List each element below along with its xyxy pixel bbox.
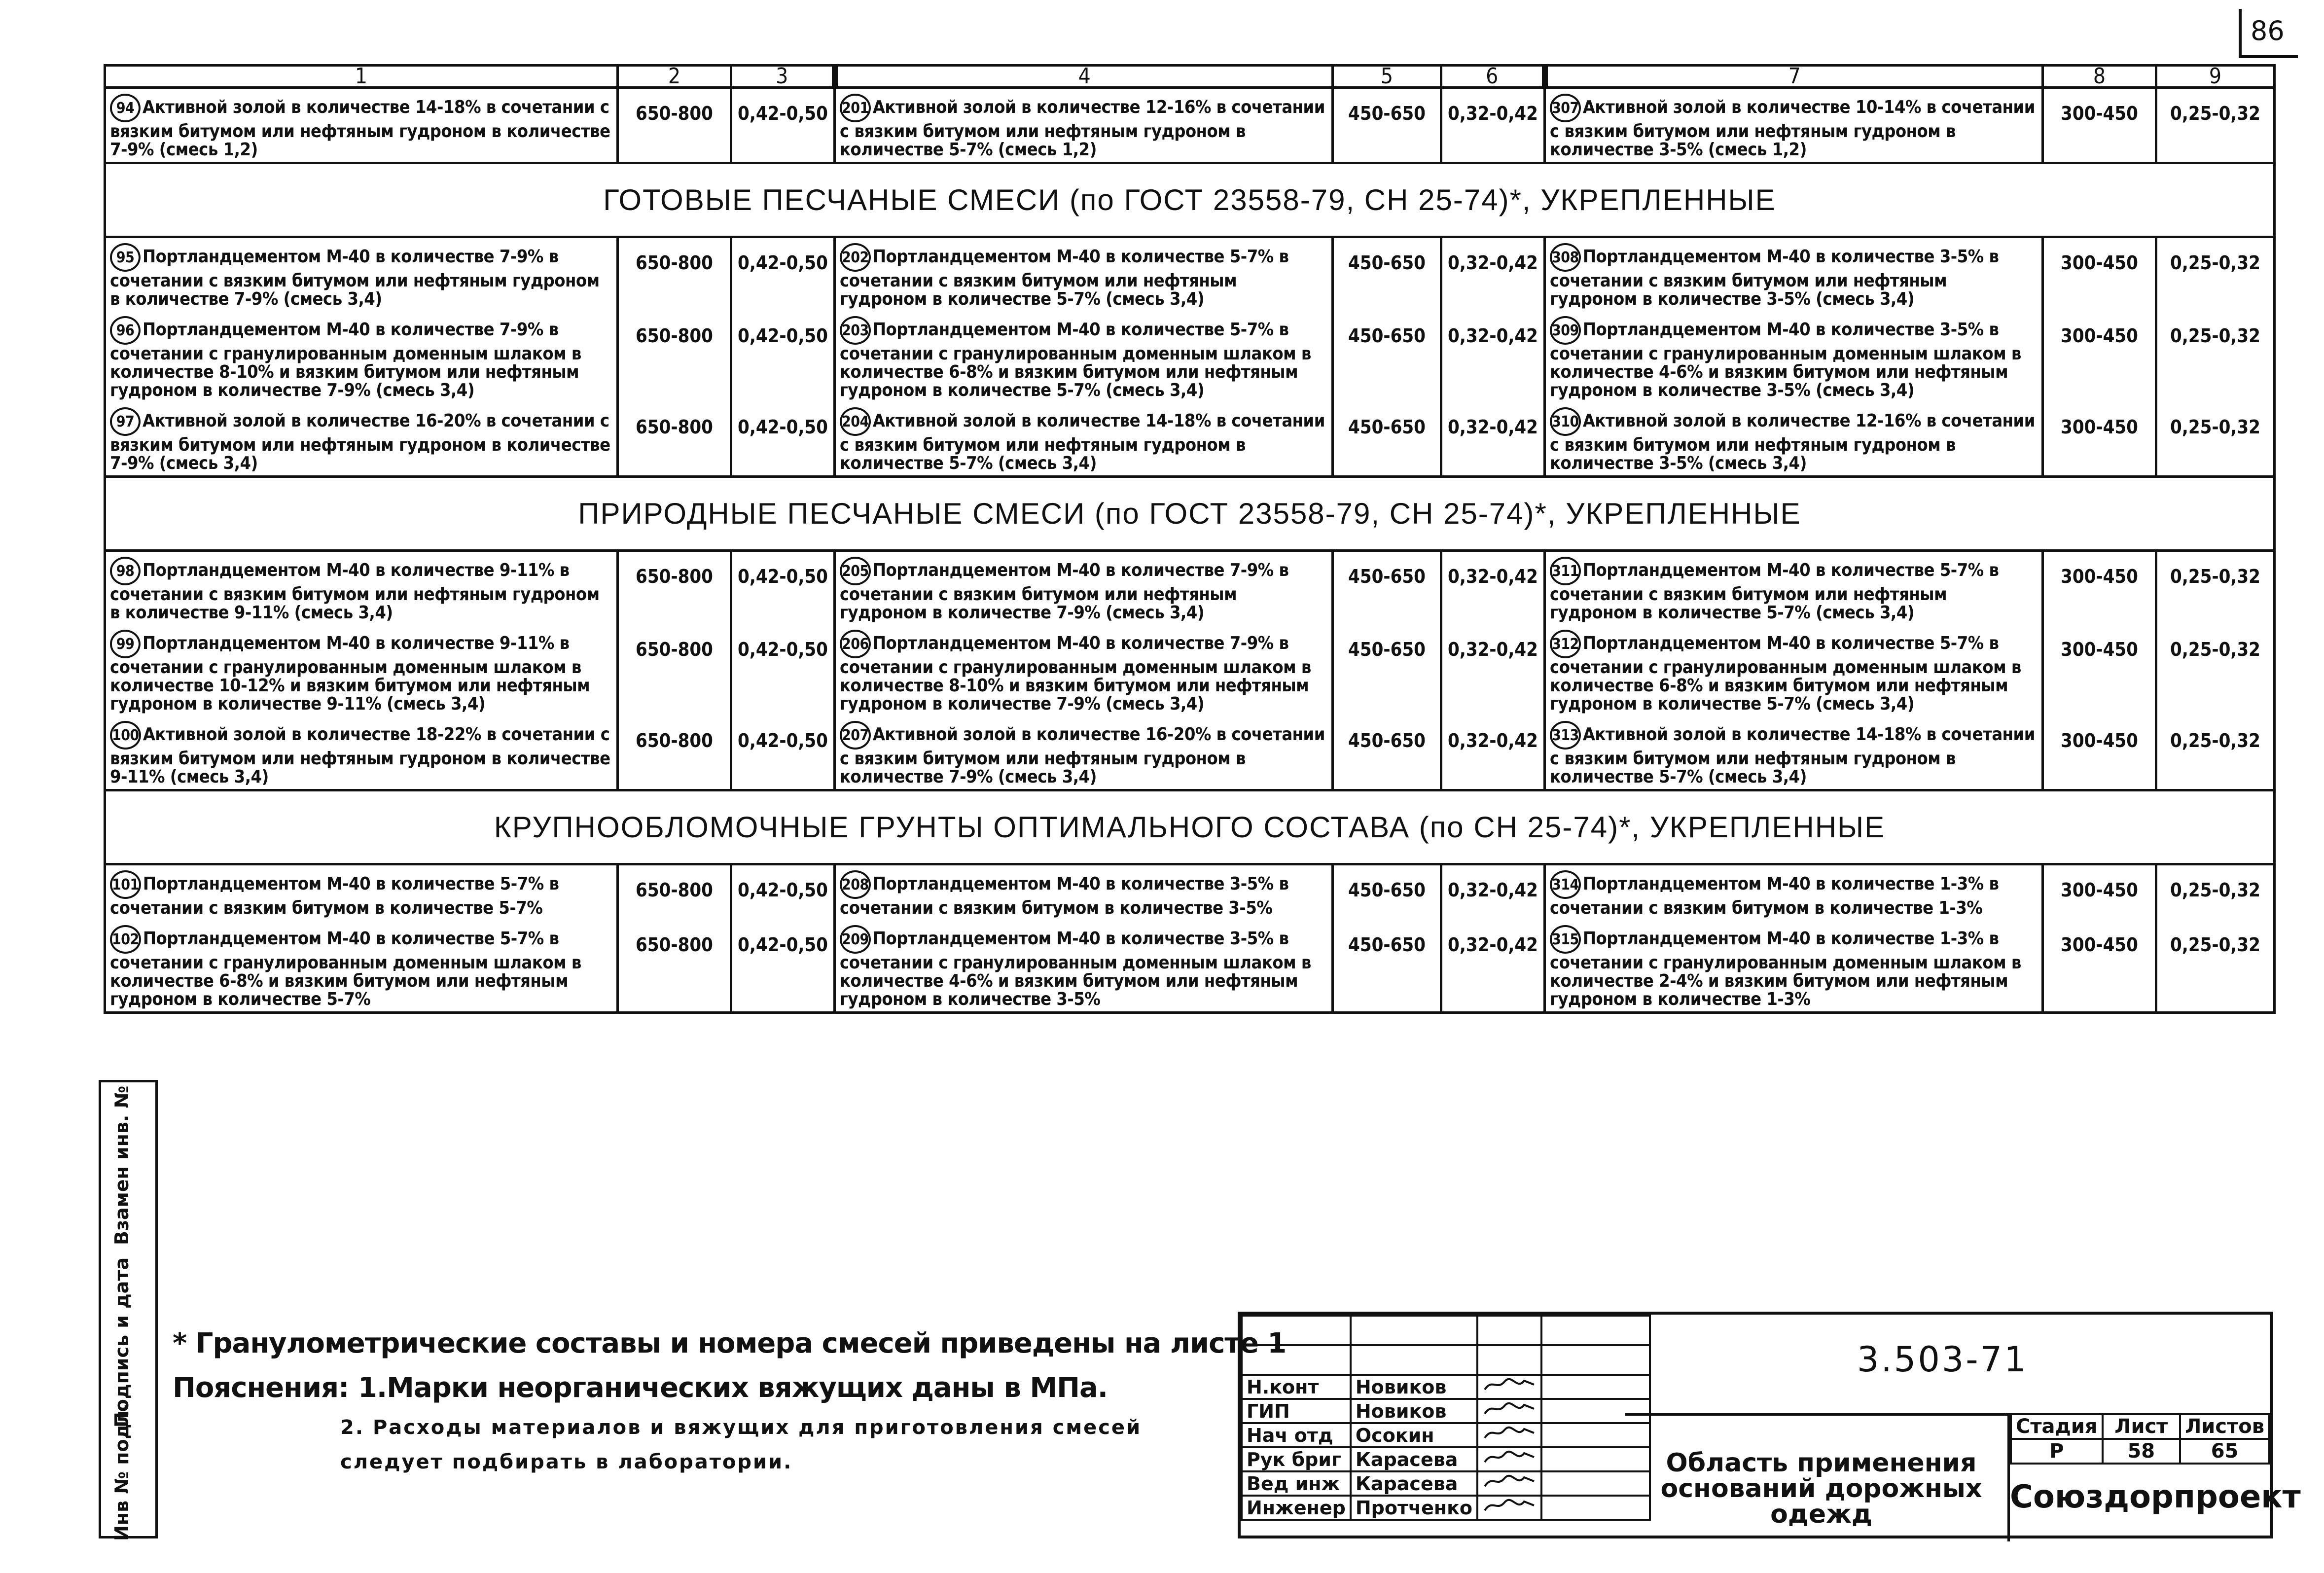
signature-scribble [1482,1497,1537,1514]
signatures-table [1241,1315,1651,1521]
modulus-value: 650-800 [618,625,731,716]
signature-row [1242,1496,1650,1520]
role-cell: ГИП [1242,1399,1351,1423]
mixture-number: 312 [1550,630,1581,658]
coefficient-value: 0,32-0,42 [1441,88,1545,163]
modulus-value: 450-650 [1333,920,1441,1013]
coefficient-value: 0,25-0,32 [2156,311,2275,402]
header-cell: 6 [1441,66,1545,88]
footnote-2: Пояснения: 1.Марки неорганических вяжущих даны в МПа. [173,1372,1108,1404]
mixture-description [105,237,618,312]
signature-row [1242,1447,1650,1471]
document-title: Область применения оснований дорожных одежд [1625,1413,2010,1541]
modulus-value: 650-800 [618,551,731,625]
coefficient-value: 0,32-0,42 [1441,311,1545,402]
mixture-description [1545,88,2043,163]
title-block [1238,1312,2301,1538]
header-cell: 5 [1333,66,1441,88]
header-cell: 8 [2043,66,2156,88]
modulus-value: 650-800 [618,864,731,921]
modulus-value: 650-800 [618,920,731,1013]
mixture-number: 311 [1550,557,1581,585]
mixture-description [835,716,1333,790]
mixture-description [835,88,1333,163]
coefficient-value: 0,25-0,32 [2156,88,2275,163]
mixture-number: 204 [840,407,871,436]
mixture-description [1545,920,2043,1013]
coefficient-value: 0,42-0,50 [731,625,835,716]
modulus-value: 650-800 [618,237,731,312]
mixture-text: Портландцементом М-40 в количестве 7-9% в сочетании с вязким битумом или нефтяным гудроном в количестве 7-9% (смесь 3,4) [840,560,1289,623]
mixture-description [1545,237,2043,312]
modulus-value: 300-450 [2043,864,2156,921]
table-row [105,864,2275,921]
header-cell: 1 [105,66,618,88]
mixture-text: Активной золой в количестве 14-18% в сочетании с вязким битумом или нефтяным гудроном в количестве 5-7% (смесь 3,4) [840,411,1325,473]
sheets-label: Листов [2180,1414,2269,1439]
modulus-value: 300-450 [2043,920,2156,1013]
mixture-description [835,864,1333,921]
coefficient-value: 0,42-0,50 [731,88,835,163]
signature-scribble [1482,1400,1537,1418]
coefficient-value: 0,32-0,42 [1441,920,1545,1013]
name-cell: Карасева [1351,1447,1477,1471]
signature-scribble [1482,1472,1537,1490]
section-header-row [105,477,2275,551]
header-cell: 7 [1545,66,2043,88]
mixture-description [835,237,1333,312]
coefficient-value: 0,25-0,32 [2156,864,2275,921]
mixture-description [835,551,1333,625]
mixture-description [105,88,618,163]
mixture-description [1545,402,2043,477]
mixture-description [1545,864,2043,921]
mixture-text: Портландцементом М-40 в количестве 7-9% в сочетании с вязким битумом или нефтяным гудроном в количестве 7-9% (смесь 3,4) [110,247,600,309]
coefficient-value: 0,25-0,32 [2156,402,2275,477]
mixture-description [1545,551,2043,625]
mixture-text: Портландцементом М-40 в количестве 5-7% в сочетании с вязким битумом или нефтяным гудроном в количестве 5-7% (смесь 3,4) [1550,560,1999,623]
modulus-value: 300-450 [2043,716,2156,790]
mixture-text: Портландцементом М-40 в количестве 3-5% в сочетании с гранулированным доменным шлаком в количестве 4-6% и вязким битумом или нефтяным гудроном в количестве 3-5% (смесь 3,4) [1550,320,2021,400]
mixture-number: 97 [110,407,141,436]
mixture-text: Портландцементом М-40 в количестве 9-11% в сочетании с вязким битумом или нефтяным гудроном в количестве 9-11% (смесь 3,4) [110,560,600,623]
name-cell: Осокин [1351,1423,1477,1447]
mixture-description [105,716,618,790]
modulus-value: 450-650 [1333,237,1441,312]
mixture-number: 96 [110,316,141,345]
signature-row [1242,1423,1650,1447]
mixture-description [835,920,1333,1013]
footnote-1: * Гранулометрические составы и номера смесей приведены на листе 1 [173,1327,1287,1359]
coefficient-value: 0,32-0,42 [1441,864,1545,921]
side-label-inv: Инв № подл. [111,1403,133,1541]
header-cell: 3 [731,66,835,88]
modulus-value: 450-650 [1333,402,1441,477]
coefficient-value: 0,42-0,50 [731,551,835,625]
mixture-text: Портландцементом М-40 в количестве 5-7% в сочетании с вязким битумом в количестве 5-7% [110,874,559,918]
signature-cell [1477,1447,1541,1471]
coefficient-value: 0,32-0,42 [1441,237,1545,312]
mixture-description [835,311,1333,402]
mixture-text: Портландцементом М-40 в количестве 3-5% в сочетании с вязким битумом в количестве 3-5% [840,874,1289,918]
mixture-number: 101 [110,870,141,899]
mixture-number: 203 [840,316,871,345]
signature-row [1242,1375,1650,1399]
mixture-text: Портландцементом М-40 в количестве 5-7% в сочетании с вязким битумом или нефтяным гудроном в количестве 5-7% (смесь 3,4) [840,247,1289,309]
sheet-label: Лист [2103,1414,2181,1439]
table-header-row [105,66,2275,88]
mixture-number: 308 [1550,243,1581,272]
table-row [105,551,2275,625]
coefficient-value: 0,25-0,32 [2156,237,2275,312]
mixture-number: 208 [840,870,871,899]
table-row [105,920,2275,1013]
mixture-number: 94 [110,94,141,122]
coefficient-value: 0,42-0,50 [731,237,835,312]
modulus-value: 300-450 [2043,625,2156,716]
mixture-text: Портландцементом М-40 в количестве 3-5% в сочетании с гранулированным доменным шлаком в количестве 4-6% и вязким битумом или нефтяным гудроном в количестве 3-5% [840,929,1311,1009]
coefficient-value: 0,32-0,42 [1441,551,1545,625]
mixture-number: 98 [110,557,141,585]
table-row [105,311,2275,402]
section-header-row [105,163,2275,237]
modulus-value: 450-650 [1333,864,1441,921]
section-header-row [105,790,2275,864]
mixture-description [1545,625,2043,716]
signature-row [1242,1471,1650,1496]
side-label-sign: Подпись и дата [111,1257,133,1428]
signature-cell [1477,1471,1541,1496]
mixture-number: 102 [110,925,141,954]
modulus-value: 300-450 [2043,311,2156,402]
mixture-number: 209 [840,925,871,954]
mixture-number: 310 [1550,407,1581,436]
stage-value: Р [2011,1439,2103,1464]
coefficient-value: 0,42-0,50 [731,311,835,402]
mixture-number: 206 [840,630,871,658]
mixture-number: 313 [1550,721,1581,750]
table-row [105,716,2275,790]
mixture-text: Портландцементом М-40 в количестве 7-9% в сочетании с гранулированным доменным шлаком в количестве 8-10% и вязким битумом или нефтяным гудроном в количестве 7-9% (смесь 3,4) [110,320,581,400]
name-cell: Новиков [1351,1399,1477,1423]
modulus-value: 650-800 [618,311,731,402]
mixture-description [105,311,618,402]
header-cell: 4 [835,66,1333,88]
mixture-text: Портландцементом М-40 в количестве 1-3% в сочетании с гранулированным доменным шлаком в количестве 2-4% и вязким битумом или нефтяным гудроном в количестве 1-3% [1550,929,2021,1009]
side-label-replace: Взамен инв. № [111,1085,133,1245]
signature-scribble [1482,1448,1537,1466]
signature-cell [1477,1375,1541,1399]
modulus-value: 450-650 [1333,88,1441,163]
modulus-value: 650-800 [618,716,731,790]
mixture-description [1545,311,2043,402]
signature-scribble [1482,1376,1537,1394]
mixture-text: Портландцементом М-40 в количестве 5-7% в сочетании с гранулированным доменным шлаком в количестве 6-8% и вязким битумом или нефтяным гудроном в количестве 5-7% (смесь 3,4) [1550,633,2021,714]
modulus-value: 300-450 [2043,402,2156,477]
mixture-text: Активной золой в количестве 10-14% в сочетании с вязким битумом или нефтяным гудроном в количестве 3-5% (смесь 1,2) [1550,97,2035,160]
coefficient-value: 0,32-0,42 [1441,625,1545,716]
role-cell: Н.конт [1242,1375,1351,1399]
coefficient-value: 0,25-0,32 [2156,716,2275,790]
mixture-text: Портландцементом М-40 в количестве 5-7% в сочетании с гранулированным доменным шлаком в количестве 6-8% и вязким битумом или нефтяным гудроном в количестве 5-7% [110,929,581,1009]
mixture-text: Активной золой в количестве 12-16% в сочетании с вязким битумом или нефтяным гудроном в количестве 3-5% (смесь 3,4) [1550,411,2035,473]
mixture-number: 315 [1550,925,1581,954]
role-cell: Нач отд [1242,1423,1351,1447]
mixture-text: Активной золой в количестве 18-22% в сочетании с вязким битумом или нефтяным гудроном в количестве 9-11% (смесь 3,4) [110,724,610,787]
footnotes-small [340,1410,1142,1479]
coefficient-value: 0,42-0,50 [731,864,835,921]
mixture-text: Портландцементом М-40 в количестве 3-5% в сочетании с вязким битумом или нефтяным гудроном в количестве 3-5% (смесь 3,4) [1550,247,1999,309]
section-title: КРУПНООБЛОМОЧНЫЕ ГРУНТЫ ОПТИМАЛЬНОГО СОСТАВА (по СН 25-74)*, УКРЕПЛЕННЫЕ [105,790,2275,864]
side-stamp [99,1080,158,1541]
sheet-info [2010,1413,2270,1465]
coefficient-value: 0,42-0,50 [731,716,835,790]
modulus-value: 300-450 [2043,237,2156,312]
mixture-text: Активной золой в количестве 14-18% в сочетании с вязким битумом или нефтяным гудроном в количестве 5-7% (смесь 3,4) [1550,724,2035,787]
page-number: 86 [2239,9,2298,58]
role-cell: Рук бриг [1242,1447,1351,1471]
mixture-number: 314 [1550,870,1581,899]
mixture-description [1545,716,2043,790]
date-cell [1541,1375,1650,1399]
role-cell: Вед инж [1242,1471,1351,1496]
materials-table [104,64,2276,1014]
signature-cell [1477,1423,1541,1447]
mixture-description [105,402,618,477]
coefficient-value: 0,25-0,32 [2156,551,2275,625]
mixture-number: 100 [110,721,141,750]
coefficient-value: 0,32-0,42 [1441,716,1545,790]
table-body [105,88,2275,1013]
mixture-text: Портландцементом М-40 в количестве 1-3% в сочетании с вязким битумом в количестве 1-3% [1550,874,1999,918]
signature-cell [1477,1399,1541,1423]
mixture-number: 95 [110,243,141,272]
header-cell: 2 [618,66,731,88]
role-cell: Инженер [1242,1496,1351,1520]
footnote-4: следует подбирать в лаборатории. [340,1451,793,1473]
modulus-value: 650-800 [618,88,731,163]
mixture-number: 99 [110,630,141,658]
section-title: ПРИРОДНЫЕ ПЕСЧАНЫЕ СМЕСИ (по ГОСТ 23558-79, СН 25-74)*, УКРЕПЛЕННЫЕ [105,477,2275,551]
mixture-description [835,625,1333,716]
modulus-value: 300-450 [2043,551,2156,625]
mixture-number: 201 [840,94,871,122]
mixture-description [105,864,618,921]
coefficient-value: 0,42-0,50 [731,402,835,477]
modulus-value: 450-650 [1333,311,1441,402]
modulus-value: 450-650 [1333,551,1441,625]
mixture-number: 309 [1550,316,1581,345]
modulus-value: 450-650 [1333,716,1441,790]
name-cell: Протченко [1351,1496,1477,1520]
mixture-text: Активной золой в количестве 16-20% в сочетании с вязким битумом или нефтяным гудроном в количестве 7-9% (смесь 3,4) [840,724,1325,787]
mixture-description [835,402,1333,477]
document-code: 3.503-71 [1857,1339,2028,1380]
mixture-text: Активной золой в количестве 14-18% в сочетании с вязким битумом или нефтяным гудроном в количестве 7-9% (смесь 1,2) [110,97,610,160]
mixture-text: Портландцементом М-40 в количестве 9-11% в сочетании с гранулированным доменным шлаком в количестве 10-12% и вязким битумом или нефтяным гудроном в количестве 9-11% (смесь 3,4) [110,633,590,714]
section-title: ГОТОВЫЕ ПЕСЧАНЫЕ СМЕСИ (по ГОСТ 23558-79, СН 25-74)*, УКРЕПЛЕННЫЕ [105,163,2275,237]
coefficient-value: 0,32-0,42 [1441,402,1545,477]
coefficient-value: 0,25-0,32 [2156,920,2275,1013]
table-row [105,402,2275,477]
sheet-value: 58 [2103,1439,2181,1464]
sheets-value: 65 [2180,1439,2269,1464]
mixture-number: 207 [840,721,871,750]
table-row [105,625,2275,716]
organization-name: Союздорпроект [2010,1479,2301,1515]
modulus-value: 300-450 [2043,88,2156,163]
header-cell: 9 [2156,66,2275,88]
mixture-number: 205 [840,557,871,585]
signature-cell [1477,1496,1541,1520]
footnote-3: 2. Расходы материалов и вяжущих для приготовления смесей [340,1416,1142,1439]
mixture-text: Портландцементом М-40 в количестве 5-7% в сочетании с гранулированным доменным шлаком в количестве 6-8% и вязким битумом или нефтяным гудроном в количестве 5-7% (смесь 3,4) [840,320,1311,400]
coefficient-value: 0,42-0,50 [731,920,835,1013]
stage-label: Стадия [2011,1414,2103,1439]
table-row [105,88,2275,163]
name-cell: Карасева [1351,1471,1477,1496]
signature-scribble [1482,1424,1537,1442]
mixture-number: 202 [840,243,871,272]
signature-row [1242,1399,1650,1423]
coefficient-value: 0,25-0,32 [2156,625,2275,716]
modulus-value: 450-650 [1333,625,1441,716]
mixture-description [105,551,618,625]
mixture-number: 307 [1550,94,1581,122]
mixture-text: Портландцементом М-40 в количестве 7-9% в сочетании с гранулированным доменным шлаком в количестве 8-10% и вязким битумом или нефтяным гудроном в количестве 7-9% (смесь 3,4) [840,633,1311,714]
mixture-description [105,625,618,716]
table-row [105,237,2275,312]
footnotes [173,1322,1286,1410]
name-cell: Новиков [1351,1375,1477,1399]
mixture-description [105,920,618,1013]
modulus-value: 650-800 [618,402,731,477]
mixture-text: Активной золой в количестве 16-20% в сочетании с вязким битумом или нефтяным гудроном в количестве 7-9% (смесь 3,4) [110,411,610,473]
mixture-text: Активной золой в количестве 12-16% в сочетании с вязким битумом или нефтяным гудроном в количестве 5-7% (смесь 1,2) [840,97,1325,160]
